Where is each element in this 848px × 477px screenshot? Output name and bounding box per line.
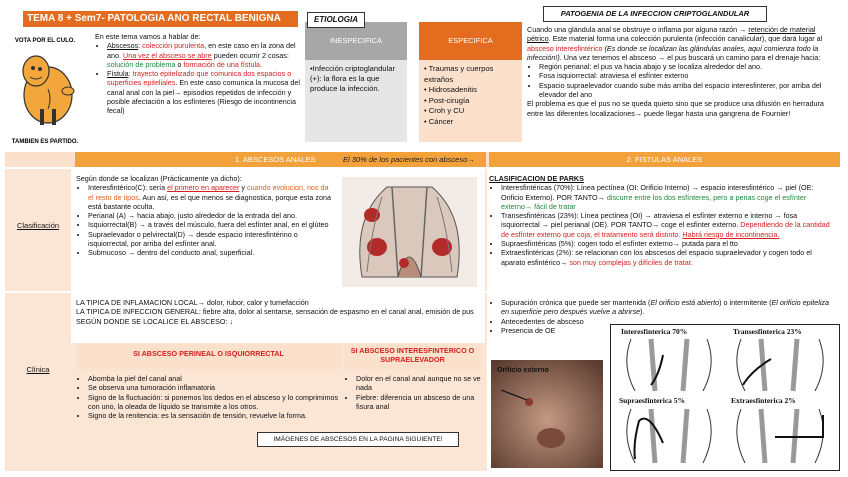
interesfinterico-body (344, 372, 481, 470)
images-note: IMÁGENES DE ABSCESOS EN LA PAGINA SIGUIENTE! (257, 432, 459, 447)
fistula-tipo-item: • Transesfintéricas (23%): Línea pectínea (OI) → atraviesa el esfínter externo e interno → fosa isquiorrectal → piel perianal (OE). POR TANTO→ coge el esfínter externo. Dependiendo de la cantidad de esfínter externo que coja, el tratamiento será distinto. Habrá riesgo de incontinencia. (501, 211, 834, 239)
fistula-clinica-item: • Presencia de OE (501, 326, 834, 335)
parks-label-supraesf: Supraesfinterica 5% (619, 396, 686, 405)
intro-fistula-item: • Fístula: trayecto epitelizado que comunica dos espacios o superficies epiteliales. En este caso comunica la mucosa del canal anal con la piel→ episodios repetidos de infección y posible afectación a los esfínteres (Riesgo de incontinencia fecal) (107, 69, 300, 115)
interesfinterico-item: • Dolor en el canal anal aunque no se ve nada (356, 374, 481, 393)
abscesos-tipo-item: • Submucoso → dentro del conducto anal, superficial. (88, 248, 336, 257)
row-label-clasificacion: Clasificación (16, 221, 60, 230)
interesfinterico-item: • Fiebre: diferencia un absceso de una fisura anal (356, 393, 481, 412)
abscesos-clasificacion-text: Según donde se localizan (Prácticamente ya dicho): • Interesfintérico(C): sería el primero en aparecer y cuando evolucion, nos da el resto de tipos. Aun así, es el que menos se diagnostica, porque esta zona está bastante oculta. • Perianal (A) → hacia abajo, justo alrededor de la entrada del ano. • Isquiorrectal(B) → a través del músculo, fuera del esfínter anal, en el glúteo • Supraelevador o pelvirectal(D) → desde espacio interesfintérino o isquiorrectal, por arriba del esfínter anal. • Submucoso → dentro del conducto anal, superficial. (76, 174, 336, 258)
fistulas-clasificacion-text (489, 174, 834, 267)
patogenia-title: PATOGENIA DE LA INFECCION CRIPTOGLANDULAR (543, 6, 767, 22)
especifica-header: ESPECIFICA (419, 22, 522, 60)
parks-classification-diagram (610, 324, 840, 471)
abscesos-tipo-item: • Isquiorrectal(B) → a través del músculo, fuera del esfínter anal, en el glúteo (88, 220, 336, 229)
parks-title: CLASIFICACION DE PARKS (489, 174, 584, 183)
inespecifica-header: INESPECIFICA (305, 22, 407, 60)
abscesos-tipo-item: • Supraelevador o pelvirectal(D) → desde espacio interesfintérino o isquiorrectal, por arriba del esfínter anal. (88, 230, 336, 249)
intro-lead: En este tema vamos a hablar de: (95, 32, 201, 41)
especifica-item: • Croh y CU (424, 106, 465, 115)
fistula-clinica-item: • Supuración crónica que puede ser mantenida (El orificio está abierto) o intermitente (El orificio epiteliza en superficie pero después vuelve a abrirse). (501, 298, 834, 317)
patogenia-conclusion: El problema es que el pus no se queda quieto sino que se produce una difusión en herradura entre las diferentes localizaciones→ puede llegar hasta una gangrena de Fournier! (527, 99, 824, 118)
anal-anatomy-illustration (342, 177, 477, 287)
abscesos-tipo-item: • Perianal (A) → hacia abajo, justo alrededor de la entrada del ano. (88, 211, 336, 220)
patogenia-item: • Región perianal: el pus va hacia abajo y se localiza alrededor del ano. (539, 62, 835, 71)
patogenia-body: Cuando una glándula anal se obstruye o inflama por alguna razón → retención de material pétrico. Este material forma una colección purulenta (infección canalicular), que dará lugar al absceso interesfintérico (Es donde se localizan las glándulas anales, aquí comienza todo la infección!). Una vez tenemos el absceso → el pus buscará un camino para el drenaje hacia: • Región perianal: el pus va hacia abajo y se localiza alrededor del ano. • Fosa isquiorrectal: atraviesa el esfínter externo • Espacio supraelevador cuando sube más arriba del espacio interesfinterer, por arriba del elevador del ano El problema es que el pus no se queda quieto sino que se produce una difusión en herradura entre las diferentes localizaciones→ puede llegar hasta una gangrena de Fournier! (527, 25, 835, 118)
header-abscesos: 1. ABSCESOS ANALES El 30% de los pacientes con absceso→ (75, 152, 486, 167)
interesfinterico-header: SI ABSCESO INTERESFINTERICO O SUPRAELEVADOR (344, 344, 481, 370)
cartoon-image (6, 33, 84, 147)
perianal-item: • Abomba la piel del canal anal (88, 374, 341, 383)
abscesos-tipo-item: • Interesfintérico(C): sería el primero en aparecer y cuando evolucion, nos da el resto de tipos. Aun así, es el que menos se diagnostica, porque esta zona está bastante oculta. (88, 183, 336, 211)
cartoon-top-caption: VOTA POR EL CULO. (14, 38, 76, 44)
especifica-item: • Hidrosadenitis (424, 85, 477, 94)
photo-label: Orificio externo (497, 367, 549, 374)
patogenia-item: • Fosa isquiorrectal: atraviesa el esfínter externo (539, 71, 835, 80)
perianal-item: • Signo de la fluctuación: si ponemos los dedos en el absceso y lo comprimimos con uno, la oleada de líquido se transmite a los otros. (88, 393, 341, 412)
row-label-clinica: Clínica (26, 365, 50, 374)
perianal-body (76, 372, 341, 470)
etiologia-tag: ETIOLOGIA (307, 12, 365, 28)
parks-label-extraesf: Extraesfinterica 2% (731, 396, 796, 405)
inespecifica-body: •Infección criptoglandular (+): la flora es la que produce la infección. (305, 60, 407, 142)
fistula-tipo-item: • Supraesfintéricas (5%): cogen todo el esfínter externo→ putada para el tto (501, 239, 834, 248)
intro-abscesos-item: • Abscesos: colección purulenta, en este caso en la zona del ano. Una vez el absceso se abre pueden ocurrir 2 cosas: solución de problema o formación de una fístula. (107, 41, 300, 69)
intro-text (95, 32, 300, 116)
fistula-tipo-item: • Interesfintéricas (70%): Línea pectínea (OI: Orificio Interno) → espacio interesfintérico → piel (OE: Orificio Externo). POR TANTO→ discurre entre los dos esfínteres, pero a penas coge el esfínter externo→ fácil de tratar (501, 183, 834, 211)
patogenia-item: • Espacio supraelevador cuando sube más arriba del espacio interesfinterer, por arriba del elevador del ano (539, 81, 835, 100)
abscesos-clinica-text: LA TIPICA DE INFLAMACION LOCAL→ dolor, rubor, calor y tumefacción LA TIPICA DE INFECCION GENERAL: fiebre alta, dolor al sentarse, sensación de espasmo en el canal anal, emisión de pus SEGÚN DONDE SE LOCALICE EL ABSCESO: ↓ (76, 298, 474, 326)
cartoon-bottom-caption: TAMBIEN ES PARTIDO. (11, 139, 79, 145)
page-title: TEMA 8 + Sem7- PATOLOGIA ANO RECTAL BENIGNA (23, 11, 298, 27)
fistula-clinica-item: • Antecedentes de absceso (501, 317, 834, 326)
perianal-item: • Se observa una tumoración inflamatoria (88, 383, 341, 392)
table-header-row (5, 152, 840, 167)
especifica-item: • Post-cirugía (424, 95, 470, 105)
especifica-body (419, 60, 522, 142)
parks-label-interesf: Interesfinterica 70% (621, 327, 688, 336)
perianal-header: SI ABSCESO PERINEAL O ISQUIORRECTAL (76, 344, 341, 370)
perianal-item: • Signo de la renitencia: es la sensación de tensión, revuelve la forma. (88, 411, 341, 420)
especifica-item: • Traumas y cuerpos extraños (424, 64, 494, 84)
fistula-tipo-item: • Extraesfintéricas (2%): se relacionan con los abscesos del espacio supraelevador y cogen todo el aparato esfintérico→ son muy complejas y difíciles de tratar. (501, 248, 834, 267)
orificio-externo-photo (491, 360, 603, 468)
especifica-item: • Cáncer (424, 116, 454, 126)
header-fistulas: 2. FISTULAS ANALES (489, 152, 840, 167)
parks-label-transesf: Transesfinterica 23% (733, 327, 802, 336)
